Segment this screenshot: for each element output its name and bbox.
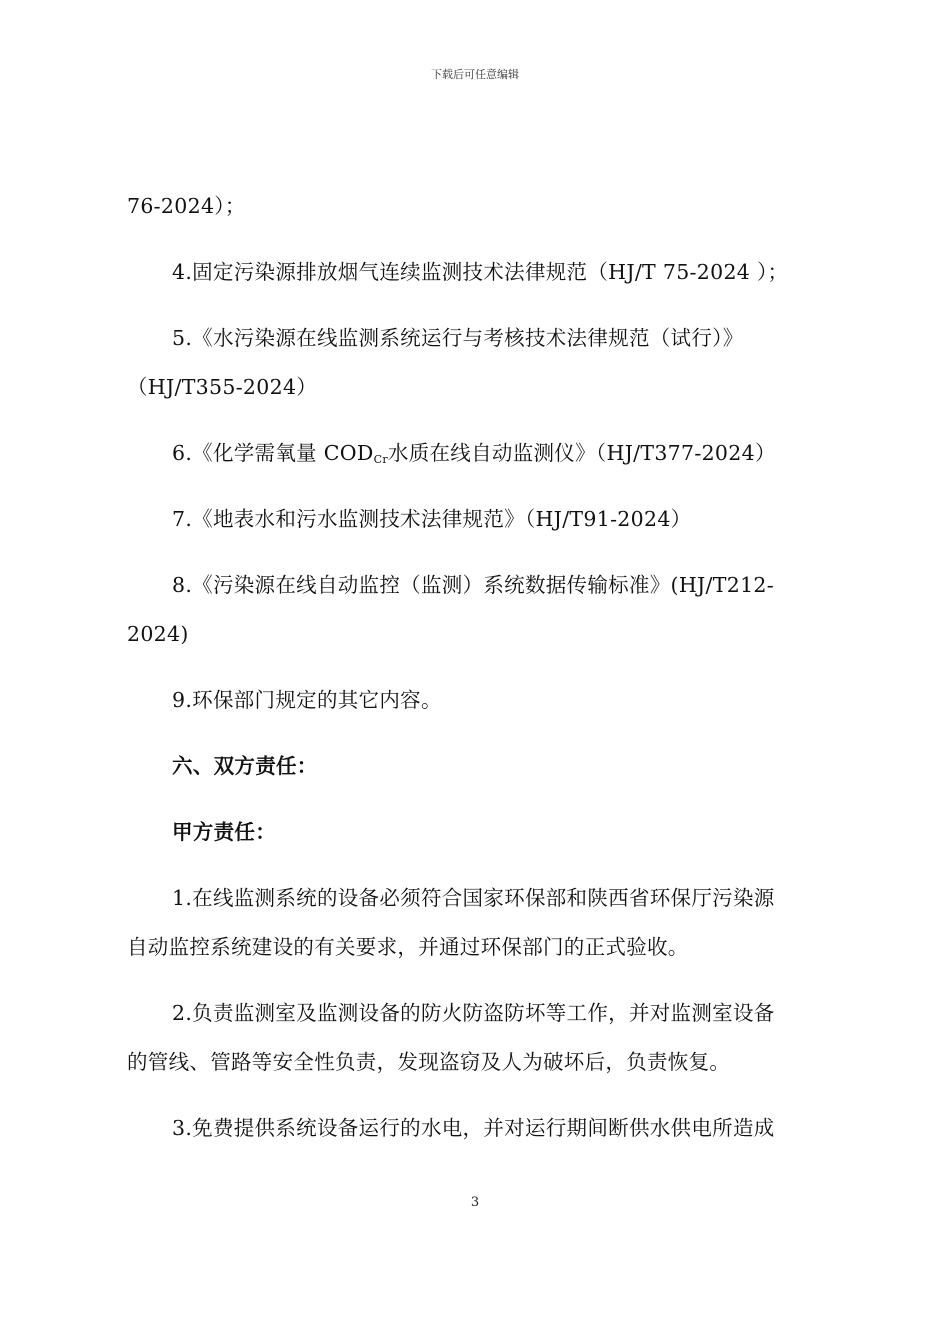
list-item-5-line2: （HJ/T355-2024） [127, 375, 318, 399]
responsibility-3-line1: 3.免费提供系统设备运行的水电，并对运行期间断供水供电所造成 [172, 1116, 775, 1140]
list-item-6 [172, 440, 776, 473]
list-item-5-line1: 5.《水污染源在线监测系统运行与考核技术法律规范（试行）》 [172, 326, 744, 350]
section-heading: 六、双方责任： [172, 754, 318, 778]
responsibility-2-line1: 2.负责监测室及监测设备的防火防盗防坏等工作，并对监测室设备 [172, 1001, 775, 1025]
list-item-6-text-post: 水质在线自动监测仪》（HJ/T377-2024） [387, 441, 776, 465]
list-item-9: 9.环保部门规定的其它内容。 [172, 688, 442, 712]
list-item-7: 7.《地表水和污水监测技术法律规范》（HJ/T91-2024） [172, 507, 692, 531]
paragraph-continuation: 76-2024）； [127, 194, 246, 218]
page-number: 3 [470, 1195, 480, 1210]
list-item-8-line2: 2024) [127, 622, 189, 646]
responsibility-1-line2: 自动监控系统建设的有关要求，并通过环保部门的正式验收。 [127, 935, 689, 959]
list-item-6-subscript: Cr [373, 453, 388, 466]
responsibility-1-line1: 1.在线监测系统的设备必须符合国家环保部和陕西省环保厅污染源 [172, 886, 775, 910]
list-item-4: 4.固定污染源排放烟气连续监测技术法律规范（HJ/T 75-2024 ）； [172, 260, 789, 284]
sub-heading: 甲方责任： [172, 820, 276, 844]
list-item-8-line1: 8.《污染源在线自动监控（监测）系统数据传输标准》(HJ/T212- [172, 573, 774, 597]
page-header: 下载后可任意编辑 [431, 68, 519, 81]
list-item-6-text-pre: 6.《化学需氧量 COD [172, 441, 374, 465]
responsibility-2-line2: 的管线、管路等安全性负责，发现盗窃及人为破坏后，负责恢复。 [127, 1050, 731, 1074]
